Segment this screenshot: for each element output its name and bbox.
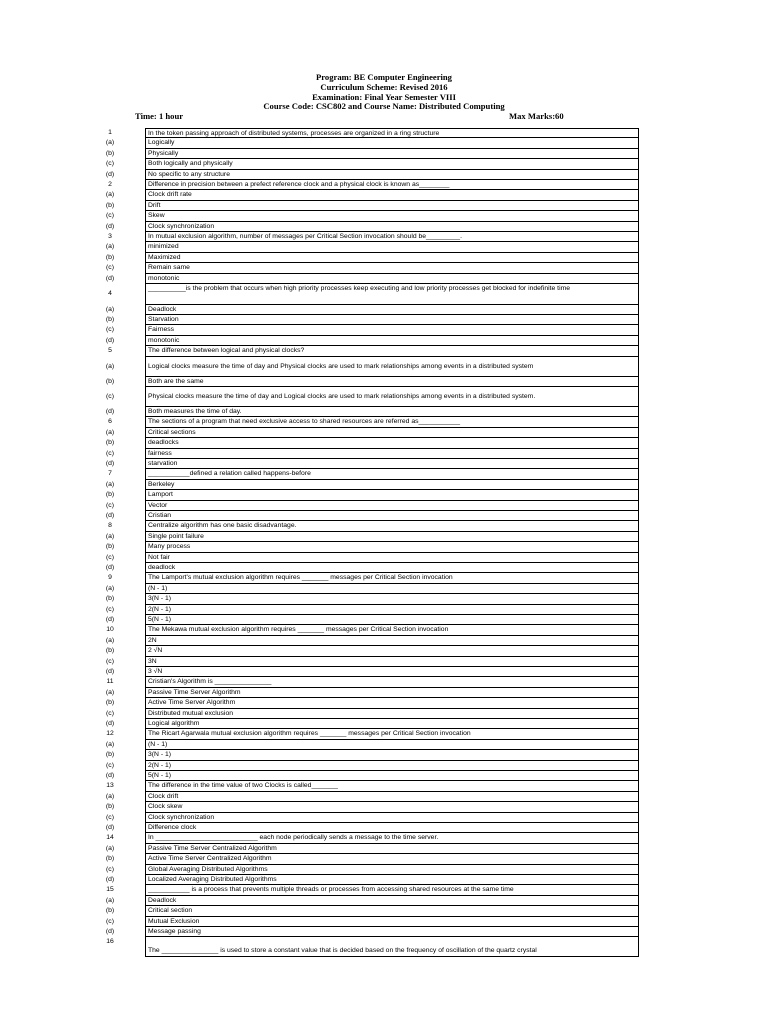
question-number: 13 [106,782,114,790]
option-text: No specific to any structure [145,170,639,180]
question-number: (a) [105,139,115,147]
option-text: Berkeley [145,480,639,490]
option-row [0,917,768,927]
option-text: 3(N - 1) [145,750,639,760]
option-text: Mutual Exclusion [145,917,639,927]
option-row [0,325,768,335]
option-row [0,501,768,511]
option-row [0,459,768,469]
question-number: 5 [108,347,112,355]
option-text: Vector [145,501,639,511]
question-number: (c) [106,709,114,717]
question-text: __________is the problem that occurs when high priority processes keep executing and low priority processes get blocked for indefinite time [145,284,639,305]
question-number: (a) [105,584,115,592]
option-row [0,149,768,159]
question-text: The Lamport's mutual exclusion algorithm requires _______ messages per Critical Section invocation [145,573,639,583]
question-number: 9 [108,574,112,582]
question-number: (d) [105,564,115,571]
question-row [0,469,768,479]
option-text: Passive Time Server Algorithm [145,688,639,698]
option-row [0,615,768,625]
question-number: (c) [106,393,114,400]
option-text: Clock synchronization [145,813,639,823]
option-row [0,740,768,750]
option-text: Not fair [145,553,639,563]
option-row [0,377,768,387]
option-row [0,170,768,180]
question-number: (d) [105,336,115,344]
question-row [0,417,768,427]
option-text: Single point failure [145,532,639,542]
option-text: 3N [145,657,639,667]
option-row [0,211,768,221]
question-text: ___________defined a relation called happens-before [145,469,639,479]
question-number: 10 [106,626,114,634]
option-text: 3 √N [145,667,639,677]
option-row [0,480,768,490]
question-number: (d) [105,616,115,623]
question-number: (b) [105,699,115,707]
question-number: (b) [105,855,115,863]
option-row [0,927,768,937]
option-text: Clock drift rate [145,190,639,200]
option-row [0,449,768,459]
question-number: (d) [105,408,115,415]
option-text: Clock skew [145,802,639,812]
option-row [0,563,768,573]
examination-heading: Examination: Final Year Semester VIII [312,92,456,102]
option-text: minimized [145,242,639,252]
question-number: (c) [106,212,114,220]
question-number: 7 [108,470,112,478]
question-text: The difference between logical and physical clocks? [145,346,639,356]
question-number: (a) [105,243,115,251]
option-text: 5(N - 1) [145,771,639,781]
question-number: (c) [106,501,114,509]
question-number: (a) [105,191,115,199]
question-number: (a) [105,844,115,852]
question-number: (b) [105,149,115,157]
question-number: 11 [106,678,114,686]
question-number: (c) [106,553,114,561]
question-row [0,677,768,687]
option-row [0,159,768,169]
option-text: Clock synchronization [145,222,639,232]
option-text: 2 √N [145,646,639,656]
question-row [0,521,768,531]
question-number: (d) [105,170,115,178]
question-text: The Mekawa mutual exclusion algorithm requires _______ messages per Critical Section invocation [145,625,639,635]
option-row [0,750,768,760]
question-number: (c) [106,865,114,873]
question-number: (d) [105,668,115,675]
curriculum-heading: Curriculum Scheme: Revised 2016 [320,82,448,92]
question-text: Difference in precision between a prefect reference clock and a physical clock is known as________ [145,180,639,190]
option-row [0,201,768,211]
question-row [0,180,768,190]
option-text: Active Time Server Algorithm [145,698,639,708]
question-number: (a) [105,636,115,644]
question-number: (a) [105,792,115,800]
option-row [0,428,768,438]
option-text: Deadlock [145,896,639,906]
option-row [0,594,768,604]
option-text: Difference clock [145,823,639,833]
option-text: 2N [145,636,639,646]
option-text: Drift [145,201,639,211]
option-row [0,709,768,719]
option-text: (N - 1) [145,584,639,594]
option-text: Distributed mutual exclusion [145,709,639,719]
question-number: (d) [105,222,115,230]
question-number: (d) [105,928,115,935]
option-row [0,190,768,200]
question-text: ___________ is a process that prevents multiple threads or processes from accessing shared resources at the same time [145,885,639,895]
question-number: 12 [106,730,114,738]
option-text: Maximized [145,253,639,263]
question-text: In the token passing approach of distributed systems, processes are organized in a ring structure [145,128,639,138]
question-number: (b) [105,377,115,385]
question-text: In mutual exclusion algorithm, number of messages per Critical Section invocation should be_________. [145,232,639,242]
option-text: 2(N - 1) [145,605,639,615]
option-row [0,387,768,407]
question-number: 8 [108,522,112,530]
question-number: (a) [105,428,115,436]
question-number: 1 [108,129,112,136]
question-text: The difference in the time value of two Clocks is called_______ [145,781,639,791]
question-number: (d) [105,772,115,779]
question-number: (c) [106,326,114,334]
question-row [0,346,768,356]
option-row [0,315,768,325]
question-number: (c) [106,657,114,665]
option-text: Remain same [145,263,639,273]
option-text: starvation [145,459,639,469]
question-number: (a) [105,740,115,748]
max-marks-label: Max Marks:60 [509,111,564,121]
option-text: Physical clocks measure the time of day and Logical clocks are used to mark relationships among events in a distributed system. [145,387,639,407]
option-row [0,657,768,667]
option-row [0,844,768,854]
option-row [0,792,768,802]
question-row [0,937,768,957]
question-row [0,232,768,242]
option-row [0,688,768,698]
question-number: (d) [105,512,115,519]
option-text: Active Time Server Centralized Algorithm [145,854,639,864]
option-text: Starvation [145,315,639,325]
option-row [0,865,768,875]
question-number: (c) [106,264,114,272]
question-text: In ___________________________ each node periodically sends a message to the time server. [145,833,639,843]
option-row [0,761,768,771]
option-text: Logical clocks measure the time of day and Physical clocks are used to mark relationships among events in a distributed system [145,357,639,377]
option-row [0,605,768,615]
question-number: (b) [105,595,115,603]
option-row [0,438,768,448]
option-text: Critical section [145,906,639,916]
option-text: Clock drift [145,792,639,802]
question-row [0,885,768,895]
question-number: (d) [105,274,115,282]
option-text: Cristian [145,511,639,521]
option-text: Fairness [145,325,639,335]
option-text: Critical sections [145,428,639,438]
question-number: (b) [105,907,115,915]
option-row [0,875,768,885]
question-number: (b) [105,647,115,655]
question-number: (b) [105,491,115,499]
option-row [0,357,768,377]
option-text: deadlock [145,563,639,573]
option-row [0,896,768,906]
time-label: Time: 1 hour [135,111,184,121]
question-row [0,781,768,791]
option-text: Both are the same [145,377,639,387]
option-text: Global Averaging Distributed Algorithms [145,865,639,875]
option-text: Logical algorithm [145,719,639,729]
question-row [0,284,768,305]
question-row [0,128,768,138]
question-number: (c) [106,160,114,168]
option-text: 2(N - 1) [145,761,639,771]
question-number: 6 [108,418,112,426]
question-number: (c) [106,605,114,613]
question-text: The _______________ is used to store a constant value that is decided based on the frequency of oscillation of the quartz crystal [145,937,639,957]
option-row [0,274,768,284]
question-number: (b) [105,751,115,759]
question-number: (d) [105,720,115,727]
option-row [0,854,768,864]
option-row [0,336,768,346]
option-text: Deadlock [145,305,639,315]
option-text: Both measures the time of day. [145,407,639,417]
option-row [0,242,768,252]
question-number: (a) [105,362,115,370]
question-number: 4 [108,290,112,298]
question-number: (a) [105,688,115,696]
question-number: (a) [105,532,115,540]
question-row [0,833,768,843]
question-number: (c) [106,813,114,821]
question-number: (d) [105,876,115,883]
option-text: Skew [145,211,639,221]
option-row [0,407,768,417]
option-row [0,490,768,500]
option-text: Localized Averaging Distributed Algorithms [145,875,639,885]
question-number: (c) [106,761,114,769]
option-row [0,906,768,916]
question-number: 2 [108,181,112,188]
option-row [0,802,768,812]
option-row [0,584,768,594]
question-number: (b) [105,316,115,323]
question-text: The Ricart Agarwala mutual exclusion algorithm requires _______ messages per Critical Section invocation [145,729,639,739]
option-row [0,532,768,542]
option-text: (N - 1) [145,740,639,750]
question-number: 16 [106,938,114,946]
option-row [0,253,768,263]
option-row [0,813,768,823]
option-text: deadlocks [145,438,639,448]
option-text: 3(N - 1) [145,594,639,604]
question-number: (c) [106,449,114,457]
option-text: Passive Time Server Centralized Algorithm [145,844,639,854]
option-text: monotonic [145,274,639,284]
question-row [0,573,768,583]
question-number: (a) [105,896,115,904]
question-number: (d) [105,824,115,831]
option-text: Physically [145,149,639,159]
question-number: (c) [106,917,114,925]
option-row [0,636,768,646]
program-heading: Program: BE Computer Engineering [316,72,452,82]
question-number: (b) [105,253,115,261]
question-number: (d) [105,460,115,467]
option-text: Logically [145,138,639,148]
question-number: 15 [106,886,114,894]
question-number: 3 [108,233,112,240]
option-row [0,719,768,729]
question-text: Cristian's Algorithm is _______________ [145,677,639,687]
option-text: fairness [145,449,639,459]
option-text: 5(N - 1) [145,615,639,625]
question-number: (b) [105,439,115,447]
course-heading: Course Code: CSC802 and Course Name: Distributed Computing [263,101,505,111]
question-number: (b) [105,201,115,209]
option-text: Many process [145,542,639,552]
option-row [0,771,768,781]
option-row [0,698,768,708]
question-text: The sections of a program that need exclusive access to shared resources are referred as___________ [145,417,639,427]
option-text: monotonic [145,336,639,346]
option-text: Lamport [145,490,639,500]
option-row [0,542,768,552]
option-row [0,138,768,148]
option-row [0,646,768,656]
option-row [0,823,768,833]
option-row [0,667,768,677]
question-number: (a) [105,305,115,313]
option-row [0,511,768,521]
question-number: (a) [105,480,115,488]
option-text: Both logically and physically [145,159,639,169]
option-row [0,263,768,273]
option-row [0,305,768,315]
option-text: Message passing [145,927,639,937]
option-row [0,222,768,232]
question-row [0,625,768,635]
question-number: 14 [106,834,114,842]
option-row [0,553,768,563]
question-number: (b) [105,543,115,551]
question-text: Centralize algorithm has one basic disadvantage. [145,521,639,531]
question-number: (b) [105,803,115,811]
question-row [0,729,768,739]
